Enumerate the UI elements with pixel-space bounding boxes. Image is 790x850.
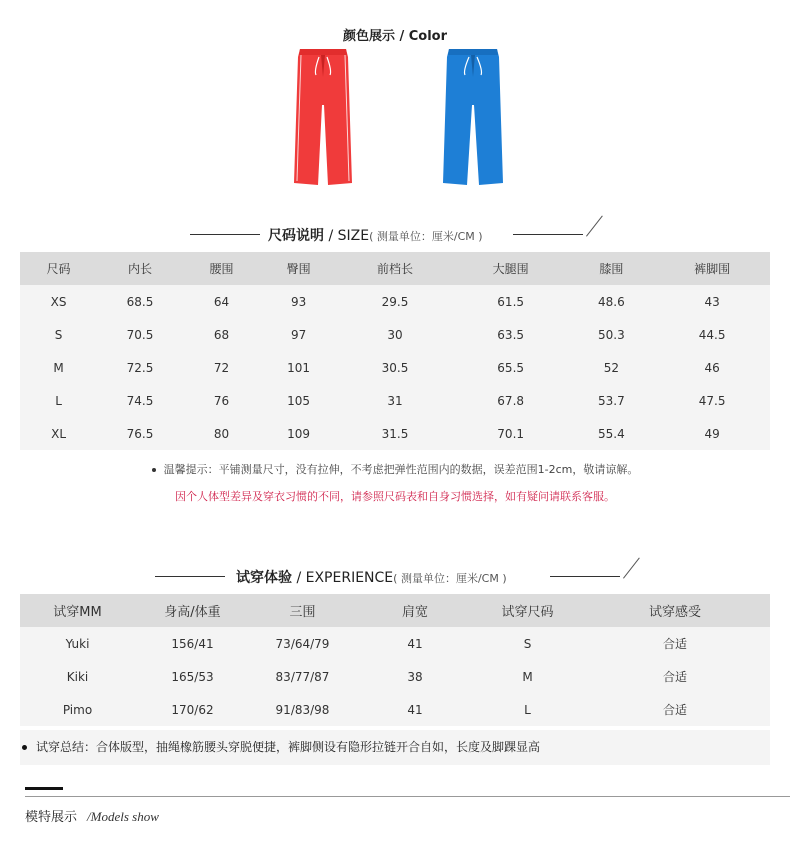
table-cell: 97 xyxy=(290,327,307,342)
table-cell: 80 xyxy=(213,426,230,441)
header-rule-left xyxy=(155,576,225,577)
table-cell: Yuki xyxy=(65,636,90,651)
table-cell: 合适 xyxy=(662,637,687,651)
table-cell: XS xyxy=(50,294,67,309)
table-cell: 29.5 xyxy=(381,294,409,309)
table-cell: L xyxy=(55,393,62,408)
size-header-cell: 腰围 xyxy=(209,262,234,276)
table-cell: 52 xyxy=(603,360,620,375)
table-row xyxy=(20,351,770,384)
table-cell: 50.3 xyxy=(598,327,625,342)
table-cell: XL xyxy=(51,426,67,441)
table-cell: M xyxy=(522,669,533,684)
table-cell: 72.5 xyxy=(126,360,154,375)
size-header-cell: 尺码 xyxy=(46,262,71,276)
size-table xyxy=(20,252,770,450)
table-row xyxy=(20,660,770,693)
models-accent-rule xyxy=(25,787,63,790)
table-cell: 46 xyxy=(704,360,720,375)
size-header-cell: 大腿围 xyxy=(492,262,529,276)
bullet-dot xyxy=(152,468,156,472)
table-row xyxy=(20,417,770,450)
table-cell: S xyxy=(54,327,63,342)
models-divider xyxy=(25,796,790,797)
table-row xyxy=(20,693,770,726)
experience-header-cell: 试穿尺码 xyxy=(501,605,554,620)
table-cell: 68 xyxy=(213,327,230,342)
table-cell: 170/62 xyxy=(171,702,214,717)
blue-pants-image xyxy=(441,45,505,187)
table-cell: 61.5 xyxy=(497,294,525,309)
table-cell: 74.5 xyxy=(126,393,154,408)
table-cell: Kiki xyxy=(66,669,89,684)
table-cell: Pimo xyxy=(62,702,93,717)
table-row xyxy=(20,627,770,660)
table-cell: M xyxy=(53,360,64,375)
table-cell: 101 xyxy=(287,360,311,375)
table-cell: 64 xyxy=(213,294,230,309)
table-cell: 65.5 xyxy=(497,360,525,375)
color-section-title: 颜色展示 / Color xyxy=(342,29,448,44)
table-cell: L xyxy=(524,702,531,717)
table-cell: 165/53 xyxy=(171,669,214,684)
table-cell: 53.7 xyxy=(598,393,625,408)
table-cell: 30 xyxy=(387,327,403,342)
header-slash xyxy=(623,558,640,579)
fitting-summary xyxy=(20,730,770,765)
table-cell: 41 xyxy=(407,702,423,717)
table-cell: 48.6 xyxy=(598,294,625,309)
table-cell: 30.5 xyxy=(381,360,409,375)
table-cell: 31.5 xyxy=(381,426,409,441)
table-cell: 156/41 xyxy=(171,636,214,651)
table-cell: 合适 xyxy=(662,670,687,684)
table-cell: 91/83/98 xyxy=(275,702,330,717)
experience-header-cell: 试穿感受 xyxy=(648,605,701,620)
header-rule-right xyxy=(513,234,583,235)
table-cell: 47.5 xyxy=(698,393,726,408)
experience-section-title: 试穿体验 / EXPERIENCE( 测量单位：厘米/CM ) xyxy=(236,570,507,586)
table-cell: 63.5 xyxy=(497,327,525,342)
table-cell: 31 xyxy=(387,393,403,408)
size-section-header xyxy=(0,220,790,250)
size-header-cell: 臀围 xyxy=(286,262,311,276)
table-cell: 44.5 xyxy=(698,327,726,342)
experience-header-cell: 身高/体重 xyxy=(164,605,221,620)
table-cell: 68.5 xyxy=(126,294,154,309)
table-cell: 合适 xyxy=(662,703,687,717)
size-header-cell: 内长 xyxy=(128,262,153,276)
size-header-cell: 膝围 xyxy=(599,262,624,276)
experience-header-cell: 试穿MM xyxy=(53,605,102,620)
table-cell: 93 xyxy=(290,294,307,309)
table-cell: 70.1 xyxy=(497,426,525,441)
red-pants-image xyxy=(292,45,354,187)
table-cell: 70.5 xyxy=(126,327,154,342)
size-section-title: 尺码说明 / SIZE( 测量单位：厘米/CM ) xyxy=(268,228,483,244)
table-cell: 67.8 xyxy=(497,393,525,408)
header-slash xyxy=(586,216,603,237)
experience-table xyxy=(20,594,770,726)
table-row xyxy=(20,318,770,351)
tip-note xyxy=(0,461,790,477)
table-cell: 73/64/79 xyxy=(275,636,330,651)
experience-section-header xyxy=(0,562,790,592)
table-cell: S xyxy=(523,636,532,651)
header-rule-left xyxy=(190,234,260,235)
size-header-cell: 裤脚围 xyxy=(694,262,731,276)
table-cell: 83/77/87 xyxy=(275,669,330,684)
table-row xyxy=(20,384,770,417)
header-rule-right xyxy=(550,576,620,577)
models-section-title: 模特展示 /Models show xyxy=(25,809,159,825)
experience-table-header-row xyxy=(20,594,770,627)
table-cell: 41 xyxy=(407,636,423,651)
size-table-header-row xyxy=(20,252,770,285)
warning-note: 因个人体型差异及穿衣习惯的不同，请参照尺码表和自身习惯选择，如有疑问请联系客服。 xyxy=(175,490,615,503)
size-header-cell: 前档长 xyxy=(376,262,413,276)
table-row xyxy=(20,285,770,318)
table-cell: 72 xyxy=(213,360,230,375)
table-cell: 38 xyxy=(407,669,423,684)
table-cell: 109 xyxy=(287,426,311,441)
table-cell: 76 xyxy=(213,393,230,408)
table-cell: 55.4 xyxy=(598,426,625,441)
bullet-dot xyxy=(22,745,27,750)
table-cell: 49 xyxy=(704,426,720,441)
table-cell: 105 xyxy=(287,393,311,408)
table-cell: 43 xyxy=(704,294,720,309)
table-cell: 76.5 xyxy=(126,426,154,441)
experience-header-cell: 三围 xyxy=(289,605,316,620)
experience-header-cell: 肩宽 xyxy=(401,605,428,620)
tip-note-text: 温馨提示：平铺测量尺寸，没有拉伸，不考虑把弹性范围内的数据，误差范围1-2cm，敬请谅解。 xyxy=(163,463,639,476)
fitting-summary-text: 试穿总结：合体版型，抽绳橡筋腰头穿脱便捷，裤脚侧设有隐形拉链开合自如，长度及脚踝显高 xyxy=(36,740,541,754)
